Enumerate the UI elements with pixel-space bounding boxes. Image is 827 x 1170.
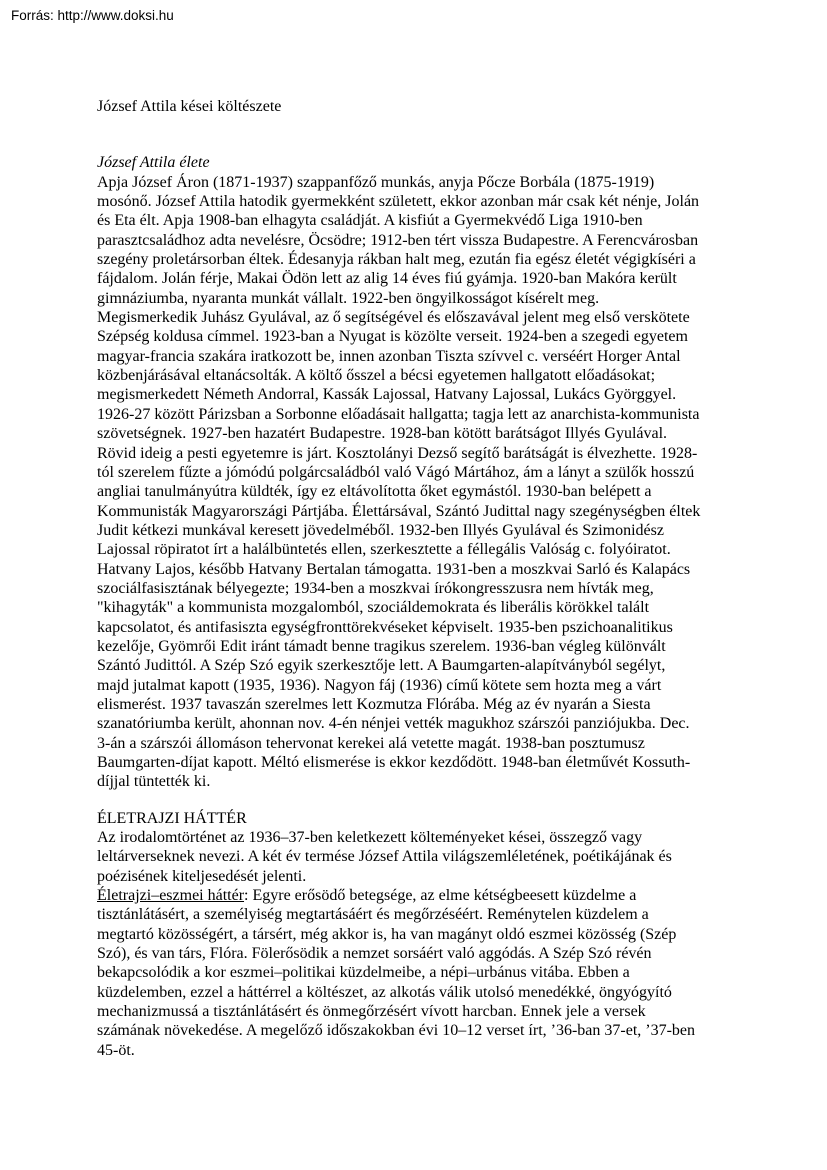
text-line: fájdalom. Jolán férje, Makai Ödön lett az alig 14 éves fiú gyámja. 1920-ban Makóra került	[97, 270, 677, 288]
text-line: Rövid ideig a pesti egyetemre is járt. Kosztolányi Dezső segítő barátságát is élvezhette. 1928-	[97, 444, 698, 462]
text-line: kapcsolatot, és antifasiszta egységfronttörekvéseket képviselt. 1935-ben pszichoanalitikus	[97, 618, 673, 636]
document-section	[97, 809, 757, 1060]
page-title: József Attila kései költészete	[97, 98, 282, 115]
text-line: szanatóriumba került, ahonnan nov. 4-én nénjei vették magukhoz szárszói panziójukba. Dec.	[97, 715, 690, 733]
text-line: szövetségnek. 1927-ben hazatért Budapestre. 1928-ban kötött barátságot Illyés Gyulával.	[97, 425, 668, 443]
sections-container	[97, 153, 757, 1060]
text-line: 1926-27 között Párizsban a Sorbonne előadásait hallgatta; tagja lett az anarchista-kommunista	[97, 405, 700, 423]
section-heading: ÉLETRAJZI HÁTTÉR	[97, 809, 247, 827]
text-line: Szépség koldusa címmel. 1923-ban a Nyugat is közölte verseit. 1924-ben a szegedi egyetem	[97, 328, 688, 346]
text-line: Az irodalomtörténet az 1936–37-ben keletkezett költeményeket kései, összegző vagy	[97, 829, 643, 847]
text-line: gimnáziumba, nyaranta munkát vállalt. 1922-ben öngyilkosságot kísérelt meg.	[97, 289, 600, 307]
source-url-label: Forrás: http://www.doksi.hu	[11, 8, 174, 23]
text-line: mechanizmussá a tisztánlátásért és önmegőrzésért vívott harcban. Ennek jele a versek	[97, 1003, 646, 1021]
text-line: "kihagyták" a kommunista mozgalomból, szociáldemokrata és liberális körökkel talált	[97, 599, 650, 617]
text-line: számának növekedése. A megelőző időszakokban évi 10–12 verset írt, ’36-ban 37-et, ’37-ben	[97, 1022, 696, 1040]
text-line: Életrajzi–eszmei háttér: Egyre erősödő betegsége, az elme kétségbeesett küzdelme a	[97, 887, 637, 905]
text-line: közbenjárásával eltanácsolták. A költő ősszel a bécsi egyetemen hallgatott előadásokat;	[97, 367, 656, 385]
text-line: Megismerkedik Juhász Gyulával, az ő segítségével és előszavával jelent meg első verskötete	[97, 309, 690, 327]
text-line: megtartó közösségért, a társért, még akkor is, ha van magányt oldó eszmei közösség (Szép	[97, 925, 677, 943]
text-line: elismerést. 1937 tavaszán szerelmes lett Kozmutza Flórába. Még az év nyarán a Siesta	[97, 695, 651, 713]
text-line: küzdelemben, ezzel a háttérrel a költészet, az alkotás válik utolsó menedékké, öngyógyító	[97, 983, 672, 1001]
text-line: tól szerelem fűzte a jómódú polgárcsaládból való Vágó Mártához, ám a lányt a szülők hosszú	[97, 463, 695, 481]
text-line: kezelője, Gyömrői Edit iránt támadt benne tragikus szerelem. 1936-ban végleg különvált	[97, 637, 666, 655]
document-content	[97, 97, 757, 1060]
text-line: 45-öt.	[97, 1041, 135, 1059]
text-line: 3-án a szárszói állomáson tehervonat kerekei alá vetette magát. 1938-ban posztumusz	[97, 734, 645, 752]
text-line: díjjal tüntették ki.	[97, 773, 211, 791]
text-line: Baumgarten-díjat kapott. Méltó elismerése is ekkor kezdődött. 1948-ban életművét Kossuth-	[97, 754, 691, 771]
text-line: Szántó Judittól. A Szép Szó egyik szerkesztője lett. A Baumgarten-alapítványból segélyt,	[97, 657, 666, 675]
text-line: Apja József Áron (1871-1937) szappanfőző munkás, anyja Pőcze Borbála (1875-1919)	[97, 173, 655, 191]
text-line: poézisének kiteljesedését jelenti.	[97, 867, 307, 885]
text-line: parasztcsaládhoz adta nevelésre, Öcsödre; 1912-ben tért vissza Budapestre. A Ferencvárosban	[97, 231, 699, 249]
text-line: szegény proletársorban éltek. Édesanyja rákban halt meg, ezután fia egész életét végigkíséri a	[97, 251, 696, 269]
text-line: bekapcsolódik a kor eszmei–politikai küzdelmeibe, a népi–urbánus vitába. Ebben a	[97, 964, 630, 982]
text-line: angliai tanulmányútra küldték, így ez eltávolította őket egymástól. 1930-ban belépett a	[97, 483, 652, 501]
underlined-subheading: Életrajzi–eszmei háttér	[97, 887, 245, 905]
text-line: majd jutalmat kapott (1935, 1936). Nagyon fáj (1936) című kötete sem hozta meg a várt	[97, 676, 662, 694]
text-line: Kommunisták Magyarországi Pártjába. Élettársával, Szántó Judittal nagy szegénységben éltek	[97, 502, 701, 520]
document-section	[97, 153, 757, 791]
text-line: mosónő. József Attila hatodik gyermekként született, ekkor azonban már csak két nénje, Jolán	[97, 193, 700, 211]
text-line: Hatvany Lajos, később Hatvany Bertalan támogatta. 1931-ben a moszkvai Sarló és Kalapács	[97, 560, 691, 578]
text-line: leltárverseknek nevezi. A két év termése József Attila világszemléletének, poétikájának és	[97, 848, 672, 866]
section-heading: József Attila élete	[97, 154, 210, 172]
text-line: Lajossal röpiratot írt a halálbüntetés ellen, szerkesztette a féllegális Valóság c. folyóiratot.	[97, 541, 671, 559]
text-line: szociálfasisztának bélyegezte; 1934-ben a moszkvai írókongresszusra nem hívták meg,	[97, 579, 654, 597]
text-line: magyar-francia szakára iratkozott be, innen azonban Tiszta szívvel c. verséért Horger Antal	[97, 347, 681, 365]
text-line: Judit kétkezi munkával keresett jövedelméből. 1932-ben Illyés Gyulával és Szimonidész	[97, 521, 664, 539]
text-line: megismerkedett Németh Andorral, Kassák Lajossal, Hatvany Lajossal, Lukács Györggyel.	[97, 386, 677, 404]
text-line: Szó), és van társ, Flóra. Fölerősödik a nemzet sorsáért való aggódás. A Szép Szó révén	[97, 945, 652, 963]
text-line: tisztánlátásért, a személyiség megtartásáért és megőrzéséért. Reménytelen küzdelem a	[97, 906, 649, 924]
text-line: és Eta élt. Apja 1908-ban elhagyta családját. A kisfiút a Gyermekvédő Liga 1910-ben	[97, 212, 643, 230]
